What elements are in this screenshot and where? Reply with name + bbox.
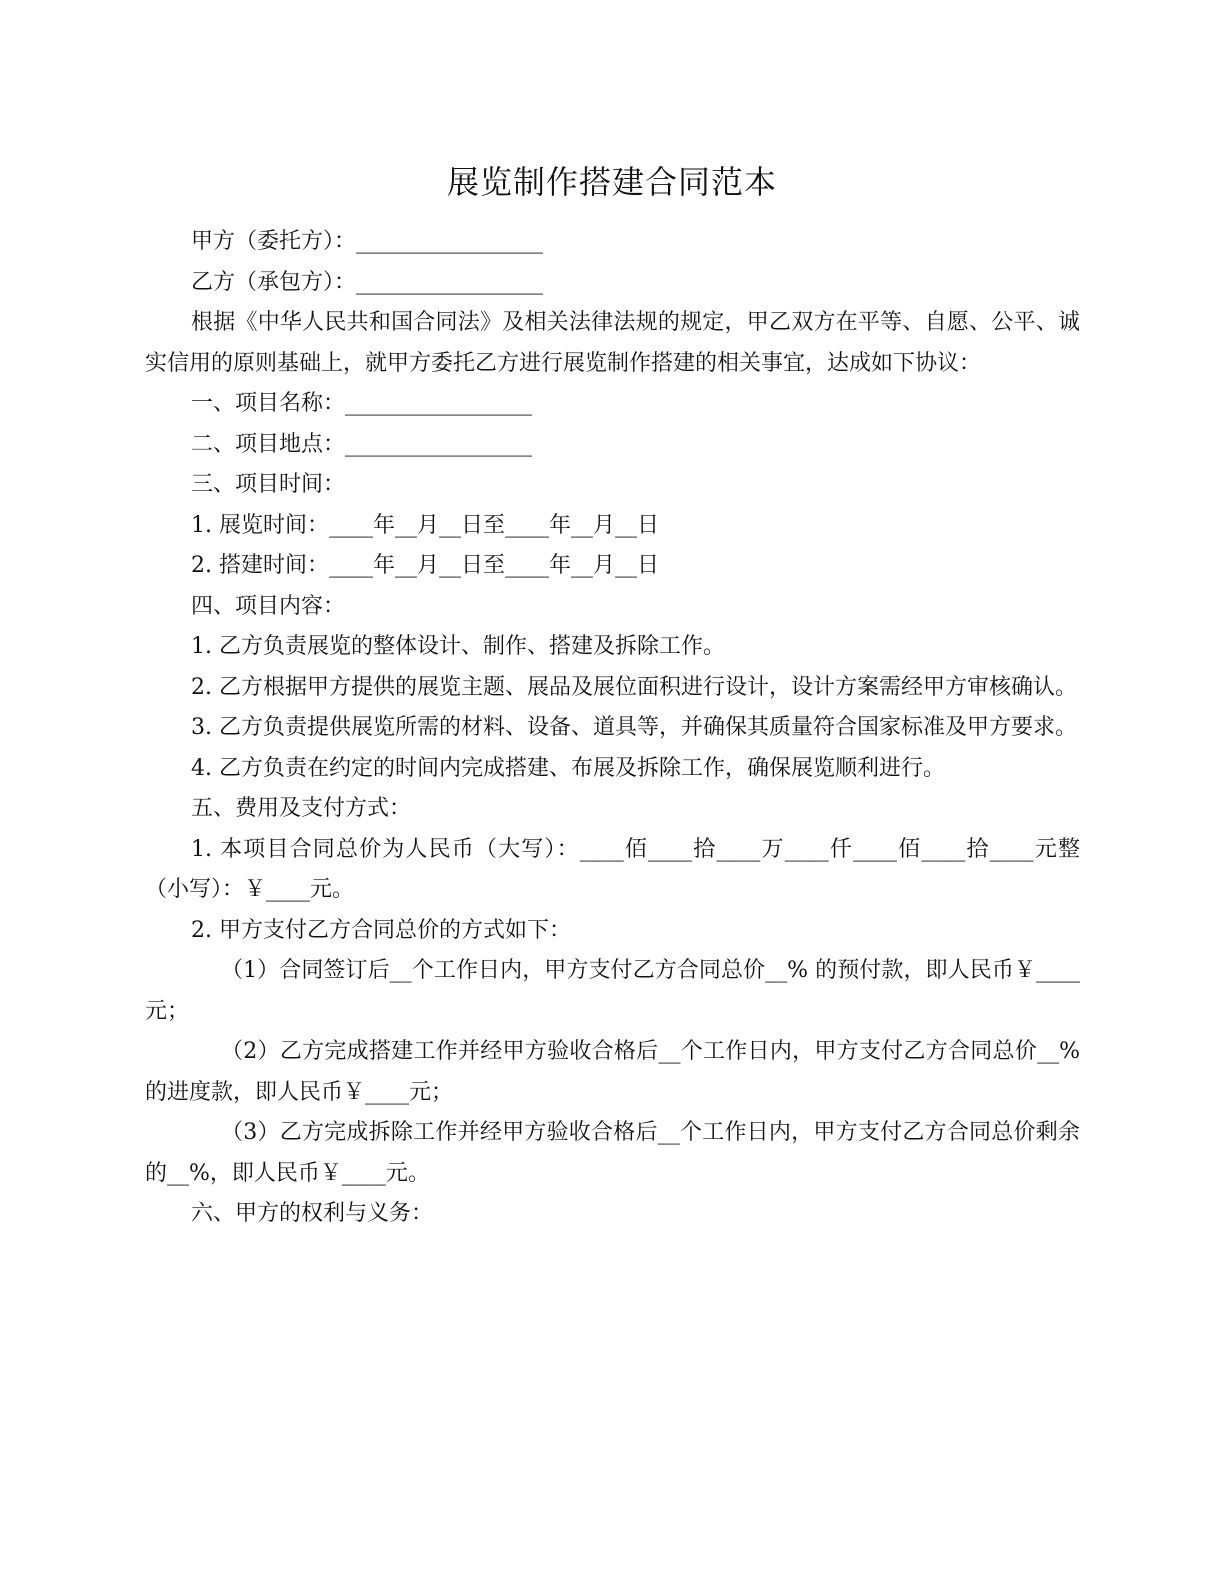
exhibition-time-line: 1. 展览时间：____年__月__日至____年__月__日 xyxy=(191,512,659,538)
payment-term: （2）乙方完成搭建工作并经甲方验收合格后__个工作日内，甲方支付乙方合同总价__% 的进度款，即人民币￥____元； xyxy=(145,1039,1080,1105)
section-heading: 六、甲方的权利与义务： xyxy=(191,1201,434,1226)
project-location-line: 二、项目地点：_________________ xyxy=(191,431,533,457)
document-title: 展览制作搭建合同范本 xyxy=(446,163,777,201)
party-a-line: 甲方（委托方）：_________________ xyxy=(191,229,544,254)
content-item: 1. 乙方负责展览的整体设计、制作、搭建及拆除工作。 xyxy=(191,634,725,659)
section-heading: 三、项目时间： xyxy=(191,472,346,497)
payment-term: （1）合同签订后__个工作日内，甲方支付乙方合同总价__% 的预付款，即人民币￥____元； xyxy=(145,958,1080,1024)
document-body xyxy=(145,222,1080,1235)
project-name-line: 一、项目名称：_________________ xyxy=(191,391,533,416)
preamble-paragraph: 根据《中华人民共和国合同法》及相关法律法规的规定，甲乙双方在平等、自愿、公平、诚实信用的原则基础上，就甲方委托乙方进行展览制作搭建的相关事宜，达成如下协议： xyxy=(145,310,1080,376)
section-heading: 五、费用及支付方式： xyxy=(191,796,412,821)
build-time-line: 2. 搭建时间：____年__月__日至____年__月__日 xyxy=(191,553,659,578)
content-item: 3. 乙方负责提供展览所需的材料、设备、道具等，并确保其质量符合国家标准及甲方要求。 xyxy=(191,715,1077,740)
payment-term: （3）乙方完成拆除工作并经甲方验收合格后__个工作日内，甲方支付乙方合同总价剩余的__%，即人民币￥____元。 xyxy=(145,1120,1080,1186)
party-b-line: 乙方（承包方）：_________________ xyxy=(191,269,544,295)
section-heading: 四、项目内容： xyxy=(191,593,346,619)
content-item: 4. 乙方负责在约定的时间内完成搭建、布展及拆除工作，确保展览顺利进行。 xyxy=(191,755,945,781)
total-price-paragraph: 1. 本项目合同总价为人民币（大写）：____佰____拾____万____仟____佰____拾____元整（小写）：￥____元。 xyxy=(145,836,1080,902)
payment-method-line: 2. 甲方支付乙方合同总价的方式如下： xyxy=(191,917,571,943)
content-item: 2. 乙方根据甲方提供的展览主题、展品及展位面积进行设计，设计方案需经甲方审核确认。 xyxy=(191,674,1077,700)
